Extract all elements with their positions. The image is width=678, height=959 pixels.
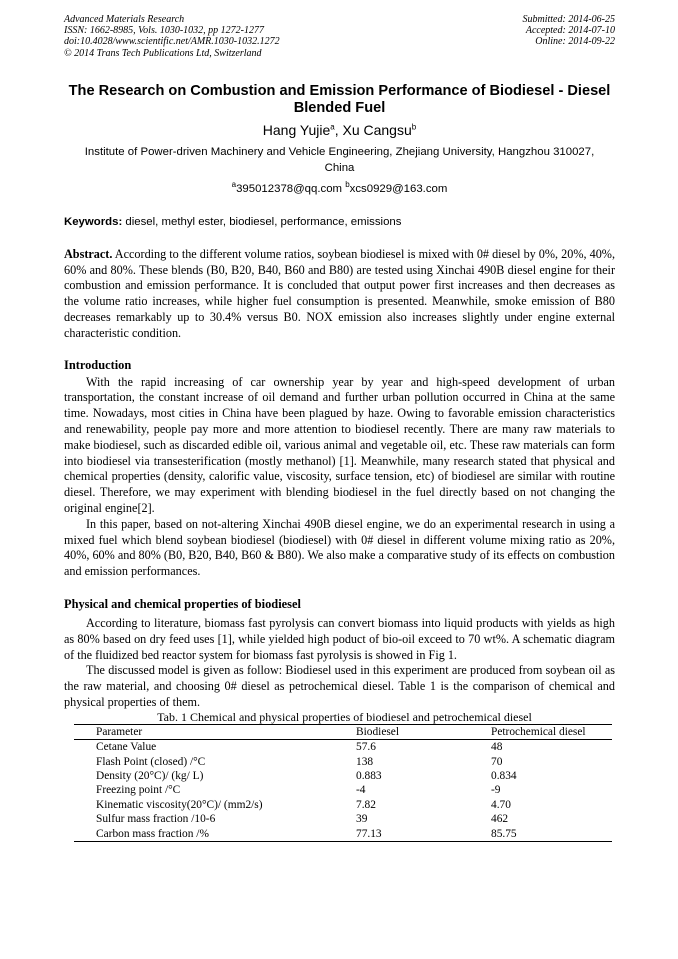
author-2: Xu Cangsu	[342, 121, 412, 138]
introduction-paragraph-2: In this paper, based on not-altering Xinchai 490B diesel engine, we do an experimental research in using a mixed fuel which blend soybean biodiesel (biodiesel) with 0# diesel in different volume mixing ratio as 20%, 40%, 60% and 80% (B0, B20, B40, B60 & B80). We also make a comparative study of its effects on combustion and emission performances.	[64, 516, 615, 579]
author-2-sup: b	[411, 122, 417, 132]
introduction-paragraph-1: With the rapid increasing of car ownership year by year and high-speed development of urban transportation, the constant increase of oil demand and further urban pollution occurred in China at the same time. Nowadays, most cities in China have been plagued by haze. Owing to favorable emission characteristics and renewability, people pay more and more attention to biodiesel recently. There are many raw materials to make biodiesel, such as discarded edible oil, various animal and vegetable oil, etc. These raw materials can form into biodiesel via transesterification (mostly methanol) [1]. Meanwhile, many research stated that physical and chemical properties (density, calorific value, viscosity, surface tension, etc) of biodiesel are similar with routine diesel. Therefore, we may experiment with blending biodiesel in the fuel directly based on not changing the original engine[2].	[64, 374, 615, 515]
email-line	[64, 181, 615, 197]
table-cell-petrochemical: 0.834	[491, 769, 517, 782]
table-cell-biodiesel: 77.13	[356, 827, 491, 842]
keywords-text: diesel, methyl ester, biodiesel, performance, emissions	[122, 215, 402, 228]
table-cell-biodiesel: 57.6	[356, 741, 376, 754]
keywords	[64, 214, 615, 230]
online-date: Online: 2014-09-22	[535, 36, 615, 48]
email-b[interactable]: xcs0929@163.com	[349, 182, 448, 195]
author-1-sup: a	[330, 122, 335, 132]
table-cell-parameter: Carbon mass fraction /%	[74, 827, 356, 842]
keywords-label: Keywords:	[64, 215, 123, 228]
authors-line	[64, 122, 615, 139]
paper-page	[64, 14, 615, 842]
introduction-heading: Introduction	[64, 357, 132, 372]
affiliation: Institute of Power-driven Machinery and Vehicle Engineering, Zhejiang University, Hangzhou 310027, China	[84, 145, 595, 174]
table-cell-petrochemical: 462	[491, 813, 509, 826]
table-cell-petrochemical: 48	[491, 741, 503, 754]
doi-line: doi:10.4028/www.scientific.net/AMR.1030-1032.1272	[64, 36, 280, 48]
table-row	[74, 769, 612, 783]
abstract-text: According to the different volume ratios, soybean biodiesel is mixed with 0# diesel by 0%, 20%, 40%, 60% and 80%. These blends (B0, B20, B40, B60 and B80) are tested using Xinchai 490B diesel engine for their combustion and emission performance. It is concluded that output power first increases and then decreases as the volume ratio increases, while higher fuel consumption is presented. Meanwhile, smoke emission of B80 decreases remarkably up to 30.4% versus B0. NOX emission also increases slightly under engine external characteristic condition.	[64, 246, 615, 340]
table-cell-petrochemical: 85.75	[491, 827, 612, 842]
table-row	[74, 827, 612, 842]
physchem-paragraph-1: According to literature, biomass fast pyrolysis can convert biomass into liquid products with yields as high as 80% based on dry feed uses [1], while yielded high poduct of bio-oil exceed to 70 wt%. A schematic diagram of the fluidized bed reactor system for biomass fast pyrolysis is showed in Fig 1.	[64, 615, 615, 662]
table-cell-parameter: Freezing point /°C	[96, 784, 181, 797]
author-separator: ,	[334, 121, 343, 138]
author-1: Hang Yujie	[262, 121, 331, 138]
table-caption: Tab. 1 Chemical and physical properties of biodiesel and petrochemical diesel	[157, 709, 532, 724]
copyright-line: © 2014 Trans Tech Publications Ltd, Switzerland	[64, 47, 262, 59]
table-cell-biodiesel: 7.82	[356, 798, 376, 811]
journal-header	[64, 14, 615, 59]
email-a-sup: a	[231, 180, 237, 190]
table-row	[74, 755, 612, 769]
table-row	[74, 783, 612, 797]
abstract-label: Abstract.	[64, 246, 113, 261]
table-1	[64, 711, 615, 842]
table-cell-parameter: Sulfur mass fraction /10-6	[96, 813, 216, 826]
table-cell-petrochemical: -9	[491, 784, 501, 797]
submitted-date: Submitted: 2014-06-25	[522, 14, 615, 25]
table-cell-petrochemical: 70	[491, 755, 503, 768]
paper-title: The Research on Combustion and Emission Performance of Biodiesel - Diesel Blended Fuel	[68, 82, 611, 116]
email-b-sup: b	[345, 180, 350, 190]
table-cell-biodiesel: 138	[356, 755, 374, 768]
table-cell-parameter: Kinematic viscosity(20°C)/ (mm2/s)	[96, 798, 263, 811]
table-row	[74, 812, 612, 826]
physchem-paragraph-2: The discussed model is given as follow: Biodiesel used in this experiment are produced from soybean oil as the raw material, and choosing 0# diesel as petrochemical diesel. Table 1 is the comparison of chemical and physical properties of them.	[64, 663, 615, 709]
journal-name: Advanced Materials Research	[64, 14, 185, 25]
table-cell-petrochemical: 4.70	[491, 798, 511, 811]
properties-table	[74, 724, 612, 842]
submission-dates	[523, 14, 616, 59]
table-cell-biodiesel: -4	[356, 784, 366, 797]
table-cell-biodiesel: 39	[356, 813, 368, 826]
journal-info	[64, 14, 280, 59]
accepted-date: Accepted: 2014-07-10	[525, 25, 615, 37]
email-a[interactable]: 395012378@qq.com	[236, 182, 343, 195]
header-parameter: Parameter	[74, 724, 356, 739]
abstract	[64, 247, 615, 342]
physchem-heading: Physical and chemical properties of biodiesel	[64, 596, 301, 611]
table-cell-parameter: Flash Point (closed) /°C	[96, 755, 206, 768]
table-header-row	[74, 724, 612, 739]
header-biodiesel: Biodiesel	[356, 724, 491, 739]
table-cell-parameter: Density (20°C)/ (kg/ L)	[96, 769, 204, 782]
header-petrochemical: Petrochemical diesel	[491, 724, 612, 739]
table-row	[74, 798, 612, 812]
issn-line: ISSN: 1662-8985, Vols. 1030-1032, pp 1272-1277	[64, 25, 264, 37]
table-row	[74, 740, 612, 755]
table-cell-biodiesel: 0.883	[356, 769, 382, 782]
table-cell-parameter: Cetane Value	[96, 741, 157, 754]
